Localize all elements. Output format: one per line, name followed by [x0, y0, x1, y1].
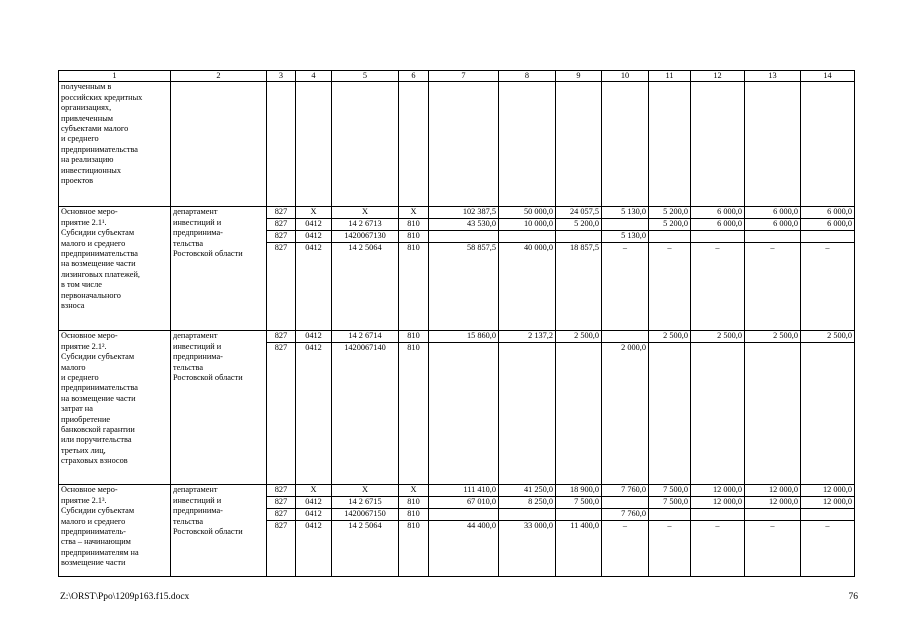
value-cell — [499, 509, 556, 521]
value-cell — [499, 343, 556, 485]
empty-cell — [556, 82, 602, 207]
value-cell: 12 000,0 — [801, 497, 855, 509]
value-cell: 827 — [267, 331, 296, 343]
value-cell: X — [399, 207, 429, 219]
value-cell: 810 — [399, 343, 429, 485]
value-cell — [556, 509, 602, 521]
value-cell: X — [296, 485, 332, 497]
value-cell: – — [649, 521, 691, 577]
value-cell: 5 200,0 — [556, 219, 602, 231]
value-cell: 18 900,0 — [556, 485, 602, 497]
value-cell — [429, 509, 499, 521]
value-cell: 0412 — [296, 343, 332, 485]
value-cell: 5 130,0 — [602, 207, 649, 219]
value-cell: 43 530,0 — [429, 219, 499, 231]
value-cell: 67 010,0 — [429, 497, 499, 509]
value-cell: 0412 — [296, 497, 332, 509]
value-cell — [801, 231, 855, 243]
table-row — [59, 331, 855, 343]
value-cell: 12 000,0 — [745, 485, 801, 497]
value-cell: 7 500,0 — [649, 497, 691, 509]
page-number: 76 — [848, 592, 858, 602]
value-cell: 2 500,0 — [801, 331, 855, 343]
value-cell: 827 — [267, 485, 296, 497]
value-cell — [801, 509, 855, 521]
value-cell: 827 — [267, 243, 296, 331]
value-cell: 5 200,0 — [649, 219, 691, 231]
value-cell: 1420067130 — [332, 231, 399, 243]
header-cell: 2 — [171, 71, 267, 82]
table-row — [59, 485, 855, 497]
value-cell — [745, 231, 801, 243]
value-cell: 7 500,0 — [556, 497, 602, 509]
value-cell: 1420067150 — [332, 509, 399, 521]
value-cell: 6 000,0 — [801, 219, 855, 231]
value-cell: – — [801, 521, 855, 577]
activity-description: Основное меро- приятие 2.1¹. Субсидии субъектам малого и среднего предпринимательства на возмещение части лизинговых платежей, в том числе первоначального взноса — [59, 207, 171, 331]
header-cell: 5 — [332, 71, 399, 82]
value-cell: X — [296, 207, 332, 219]
header-cell: 13 — [745, 71, 801, 82]
value-cell: – — [691, 243, 745, 331]
header-cell: 6 — [399, 71, 429, 82]
empty-cell — [171, 82, 267, 207]
value-cell — [602, 497, 649, 509]
value-cell — [691, 343, 745, 485]
value-cell: – — [649, 243, 691, 331]
value-cell: 33 000,0 — [499, 521, 556, 577]
value-cell: 827 — [267, 219, 296, 231]
header-row — [59, 71, 855, 82]
value-cell — [745, 509, 801, 521]
value-cell: – — [602, 243, 649, 331]
value-cell: 827 — [267, 207, 296, 219]
header-cell: 1 — [59, 71, 171, 82]
value-cell: 102 387,5 — [429, 207, 499, 219]
value-cell: 12 000,0 — [691, 485, 745, 497]
value-cell: 0412 — [296, 509, 332, 521]
value-cell: 0412 — [296, 331, 332, 343]
program-table — [58, 70, 855, 577]
value-cell: 2 000,0 — [602, 343, 649, 485]
value-cell: 12 000,0 — [801, 485, 855, 497]
activity-description: полученным в российских кредитных организациях, привлеченным субъектами малого и среднего предпринимательства на реализацию инвестиционных проектов — [59, 82, 171, 207]
file-path: Z:\ORST\Ppo\1209p163.f15.docx — [60, 592, 190, 602]
value-cell: 111 410,0 — [429, 485, 499, 497]
value-cell — [691, 509, 745, 521]
value-cell: – — [691, 521, 745, 577]
value-cell: 14 2 6714 — [332, 331, 399, 343]
value-cell: X — [332, 485, 399, 497]
executor-name: департамент инвестиций и предпринима- тельства Ростовской области — [171, 485, 267, 577]
empty-cell — [296, 82, 332, 207]
value-cell — [602, 219, 649, 231]
value-cell: 810 — [399, 243, 429, 331]
header-cell: 8 — [499, 71, 556, 82]
activity-description: Основное меро- приятие 2.1². Субсидии субъектам малого и среднего предпринимательства на возмещение части затрат на приобретение банковской гарантии или поручительства третьих лиц, страховых взносов — [59, 331, 171, 485]
value-cell — [499, 231, 556, 243]
value-cell: 6 000,0 — [745, 207, 801, 219]
table-row — [59, 207, 855, 219]
value-cell: 810 — [399, 497, 429, 509]
value-cell: 12 000,0 — [691, 497, 745, 509]
empty-cell — [691, 82, 745, 207]
value-cell — [649, 343, 691, 485]
value-cell: – — [745, 521, 801, 577]
value-cell — [429, 231, 499, 243]
value-cell: 8 250,0 — [499, 497, 556, 509]
value-cell: 2 500,0 — [691, 331, 745, 343]
value-cell — [429, 343, 499, 485]
value-cell — [602, 331, 649, 343]
value-cell: 0412 — [296, 219, 332, 231]
empty-cell — [267, 82, 296, 207]
value-cell: 2 500,0 — [649, 331, 691, 343]
value-cell: 810 — [399, 219, 429, 231]
value-cell: 810 — [399, 231, 429, 243]
executor-name: департамент инвестиций и предпринима- тельства Ростовской области — [171, 331, 267, 485]
executor-name: департамент инвестиций и предпринима- тельства Ростовской области — [171, 207, 267, 331]
value-cell: 5 200,0 — [649, 207, 691, 219]
value-cell: 6 000,0 — [691, 207, 745, 219]
value-cell: X — [399, 485, 429, 497]
value-cell: 58 857,5 — [429, 243, 499, 331]
value-cell: 11 400,0 — [556, 521, 602, 577]
header-cell: 14 — [801, 71, 855, 82]
value-cell: 44 400,0 — [429, 521, 499, 577]
empty-cell — [649, 82, 691, 207]
value-cell: 5 130,0 — [602, 231, 649, 243]
value-cell: 40 000,0 — [499, 243, 556, 331]
value-cell: 827 — [267, 231, 296, 243]
empty-cell — [499, 82, 556, 207]
value-cell: – — [745, 243, 801, 331]
value-cell: – — [801, 243, 855, 331]
value-cell: 14 2 6715 — [332, 497, 399, 509]
value-cell: 0412 — [296, 231, 332, 243]
value-cell: 14 2 5064 — [332, 243, 399, 331]
header-cell: 11 — [649, 71, 691, 82]
empty-cell — [399, 82, 429, 207]
value-cell: 7 760,0 — [602, 485, 649, 497]
value-cell: 12 000,0 — [745, 497, 801, 509]
value-cell: 7 500,0 — [649, 485, 691, 497]
value-cell: X — [332, 207, 399, 219]
value-cell — [556, 231, 602, 243]
value-cell: 827 — [267, 497, 296, 509]
value-cell — [745, 343, 801, 485]
header-cell: 4 — [296, 71, 332, 82]
value-cell: 2 500,0 — [745, 331, 801, 343]
value-cell: 810 — [399, 521, 429, 577]
value-cell: 827 — [267, 509, 296, 521]
value-cell: 6 000,0 — [745, 219, 801, 231]
value-cell: 0412 — [296, 521, 332, 577]
header-cell: 9 — [556, 71, 602, 82]
table-row — [59, 82, 855, 207]
empty-cell — [429, 82, 499, 207]
header-cell: 12 — [691, 71, 745, 82]
empty-cell — [332, 82, 399, 207]
value-cell: 0412 — [296, 243, 332, 331]
empty-cell — [602, 82, 649, 207]
value-cell: 18 857,5 — [556, 243, 602, 331]
header-cell: 3 — [267, 71, 296, 82]
value-cell — [801, 343, 855, 485]
header-cell: 7 — [429, 71, 499, 82]
empty-cell — [801, 82, 855, 207]
value-cell: 1420067140 — [332, 343, 399, 485]
activity-description: Основное меро- приятие 2.1³. Субсидии субъектам малого и среднего предприниматель- ства – начинающим предпринимателям на возмещение части — [59, 485, 171, 577]
value-cell: 6 000,0 — [801, 207, 855, 219]
value-cell: 7 760,0 — [602, 509, 649, 521]
value-cell — [691, 231, 745, 243]
value-cell: 827 — [267, 521, 296, 577]
value-cell: 15 860,0 — [429, 331, 499, 343]
value-cell: 810 — [399, 509, 429, 521]
value-cell: 41 250,0 — [499, 485, 556, 497]
value-cell — [649, 509, 691, 521]
value-cell — [649, 231, 691, 243]
empty-cell — [745, 82, 801, 207]
value-cell: 14 2 5064 — [332, 521, 399, 577]
value-cell: – — [602, 521, 649, 577]
value-cell: 2 137,2 — [499, 331, 556, 343]
value-cell: 827 — [267, 343, 296, 485]
value-cell — [556, 343, 602, 485]
value-cell: 10 000,0 — [499, 219, 556, 231]
value-cell: 24 057,5 — [556, 207, 602, 219]
value-cell: 2 500,0 — [556, 331, 602, 343]
value-cell: 14 2 6713 — [332, 219, 399, 231]
value-cell: 810 — [399, 331, 429, 343]
header-cell: 10 — [602, 71, 649, 82]
value-cell: 6 000,0 — [691, 219, 745, 231]
value-cell: 50 000,0 — [499, 207, 556, 219]
